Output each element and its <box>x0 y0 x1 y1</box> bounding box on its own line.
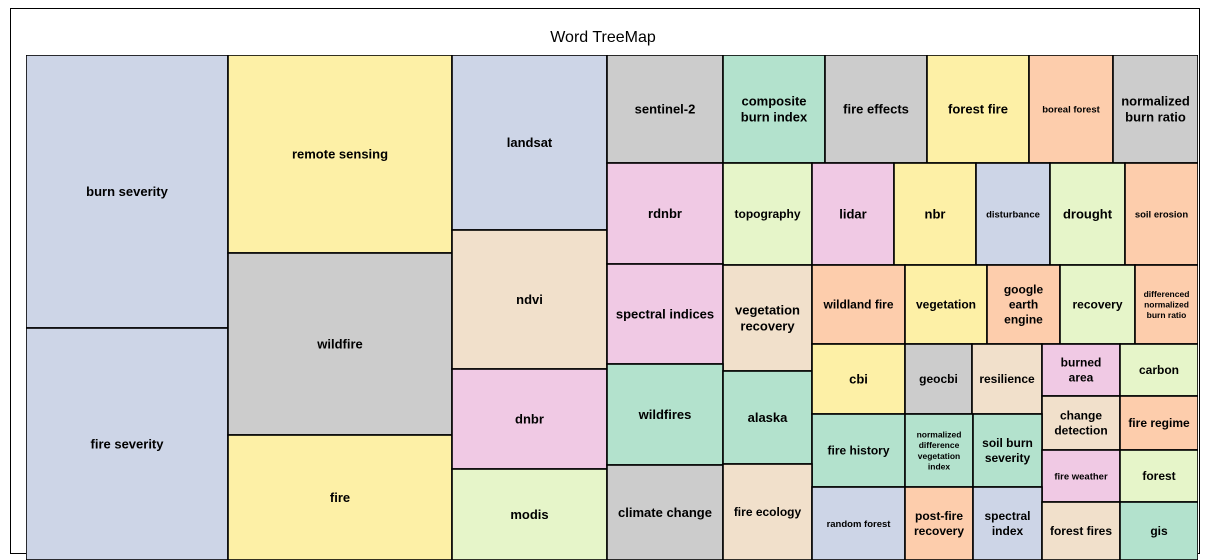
treemap-tile-label: differenced normalized burn ratio <box>1143 288 1190 321</box>
treemap-tile-label: sentinel-2 <box>634 101 696 117</box>
treemap-tile-label: soil burn severity <box>982 436 1033 466</box>
treemap-tile-label: carbon <box>1138 363 1180 378</box>
treemap-tile-label: random forest <box>826 518 891 530</box>
treemap-tile-label: burned area <box>1060 355 1102 385</box>
treemap-tile-nbr <box>894 163 976 265</box>
treemap-tile-label: cbi <box>849 371 868 387</box>
treemap-tile-label: composite burn index <box>740 93 808 125</box>
treemap-tile-label: wildfires <box>638 407 692 423</box>
treemap-tile-modis <box>452 469 607 560</box>
treemap-tile-label: nbr <box>924 206 946 222</box>
treemap-tile-vegetation <box>905 265 987 344</box>
treemap-tile-label: boreal forest <box>1042 104 1100 116</box>
treemap-tile-change-detection <box>1042 396 1120 450</box>
treemap-tile-fire-history <box>812 414 905 487</box>
treemap-tile-label: rdnbr <box>648 206 682 222</box>
treemap-chart <box>26 55 1198 560</box>
treemap-tile-label: fire ecology <box>733 505 802 520</box>
treemap-tile-label: google earth engine <box>1003 282 1044 327</box>
treemap-tile-label: fire weather <box>1054 471 1108 483</box>
treemap-tile-topography <box>723 163 812 265</box>
treemap-tile-label: fire history <box>827 443 890 458</box>
treemap-tile-vegetation-recovery <box>723 265 812 371</box>
treemap-tile-label: fire regime <box>1128 416 1190 431</box>
treemap-tile-landsat <box>452 55 607 230</box>
treemap-tile-label: resilience <box>979 372 1035 387</box>
treemap-tile-wildfires <box>607 364 723 465</box>
treemap-tile-climate-change <box>607 465 723 560</box>
treemap-tile-label: forest fire <box>948 101 1008 117</box>
treemap-tile-label: fire <box>329 490 351 506</box>
treemap-tile-dnbr <box>452 369 607 469</box>
treemap-tile-fire-effects <box>825 55 927 163</box>
treemap-tile-cbi <box>812 344 905 414</box>
treemap-tile-alaska <box>723 371 812 464</box>
treemap-tile-label: post-fire recovery <box>913 509 965 539</box>
treemap-tile-label: forest fires <box>1049 524 1113 539</box>
treemap-tile-wildfire <box>228 253 452 435</box>
treemap-tile-fire-ecology <box>723 464 812 560</box>
treemap-tile-soil-erosion <box>1125 163 1198 265</box>
treemap-tile-label: burn severity <box>86 184 168 200</box>
treemap-tile-label: spectral index <box>984 509 1031 539</box>
treemap-tile-label: change detection <box>1054 408 1108 438</box>
treemap-tile-label: normalized difference vegetation index <box>916 429 962 472</box>
treemap-tile-label: topography <box>734 207 801 222</box>
treemap-tile-post-fire-recovery <box>905 487 973 560</box>
treemap-tile-label: gis <box>1150 524 1168 539</box>
treemap-tile-label: landsat <box>506 135 553 151</box>
treemap-tile-label: recovery <box>1072 297 1123 312</box>
treemap-tile-sentinel-2 <box>607 55 723 163</box>
treemap-tile-disturbance <box>976 163 1050 265</box>
treemap-tile-burn-severity <box>26 55 228 328</box>
treemap-tile-geocbi <box>905 344 972 414</box>
treemap-tile-forest <box>1120 450 1198 502</box>
treemap-tile-burned-area <box>1042 344 1120 396</box>
treemap-tile-random-forest <box>812 487 905 560</box>
treemap-tile-soil-burn-severity <box>973 414 1042 487</box>
treemap-tile-ndvi <box>452 230 607 369</box>
treemap-tile-fire-regime <box>1120 396 1198 450</box>
treemap-tile-label: dnbr <box>515 411 544 427</box>
treemap-tile-resilience <box>972 344 1042 414</box>
treemap-tile-label: forest <box>1142 469 1176 484</box>
treemap-tile-normalized-burn-ratio <box>1113 55 1198 163</box>
treemap-tile-label: spectral indices <box>615 306 715 322</box>
treemap-tile-normalized-difference-vegetation-index <box>905 414 973 487</box>
treemap-tile-label: wildfire <box>317 336 363 352</box>
treemap-tile-gis <box>1120 502 1198 560</box>
treemap-tile-forest-fires <box>1042 502 1120 560</box>
treemap-tile-recovery <box>1060 265 1135 344</box>
treemap-tile-label: remote sensing <box>291 146 389 162</box>
treemap-tile-label: modis <box>510 507 549 523</box>
treemap-tile-label: ndvi <box>516 292 543 308</box>
treemap-tile-label: disturbance <box>986 209 1040 221</box>
treemap-tile-fire-weather <box>1042 450 1120 502</box>
treemap-tile-rdnbr <box>607 163 723 264</box>
treemap-tile-label: soil erosion <box>1134 209 1189 221</box>
treemap-tile-label: geocbi <box>919 372 958 387</box>
treemap-tile-remote-sensing <box>228 55 452 253</box>
treemap-tile-label: lidar <box>839 206 867 222</box>
treemap-tile-label: fire severity <box>90 436 164 452</box>
treemap-tile-composite-burn-index <box>723 55 825 163</box>
treemap-tile-wildland-fire <box>812 265 905 344</box>
treemap-tile-lidar <box>812 163 894 265</box>
treemap-tile-fire-severity <box>26 328 228 560</box>
treemap-tile-label: vegetation recovery <box>734 302 801 334</box>
treemap-tile-spectral-index <box>973 487 1042 560</box>
treemap-tile-label: fire effects <box>843 101 909 117</box>
treemap-tile-label: normalized burn ratio <box>1121 93 1190 125</box>
treemap-tile-differenced-normalized-burn-ratio <box>1135 265 1198 344</box>
treemap-tile-spectral-indices <box>607 264 723 364</box>
treemap-tile-forest-fire <box>927 55 1029 163</box>
treemap-tile-fire <box>228 435 452 560</box>
treemap-tile-carbon <box>1120 344 1198 396</box>
treemap-tile-boreal-forest <box>1029 55 1113 163</box>
treemap-tile-label: vegetation <box>915 297 977 312</box>
treemap-tile-label: drought <box>1062 206 1113 222</box>
treemap-tile-label: alaska <box>747 410 788 426</box>
treemap-tile-drought <box>1050 163 1125 265</box>
chart-title: Word TreeMap <box>550 29 656 46</box>
treemap-tile-label: climate change <box>618 505 712 521</box>
treemap-tile-google-earth-engine <box>987 265 1060 344</box>
treemap-tile-label: wildland fire <box>823 297 894 312</box>
